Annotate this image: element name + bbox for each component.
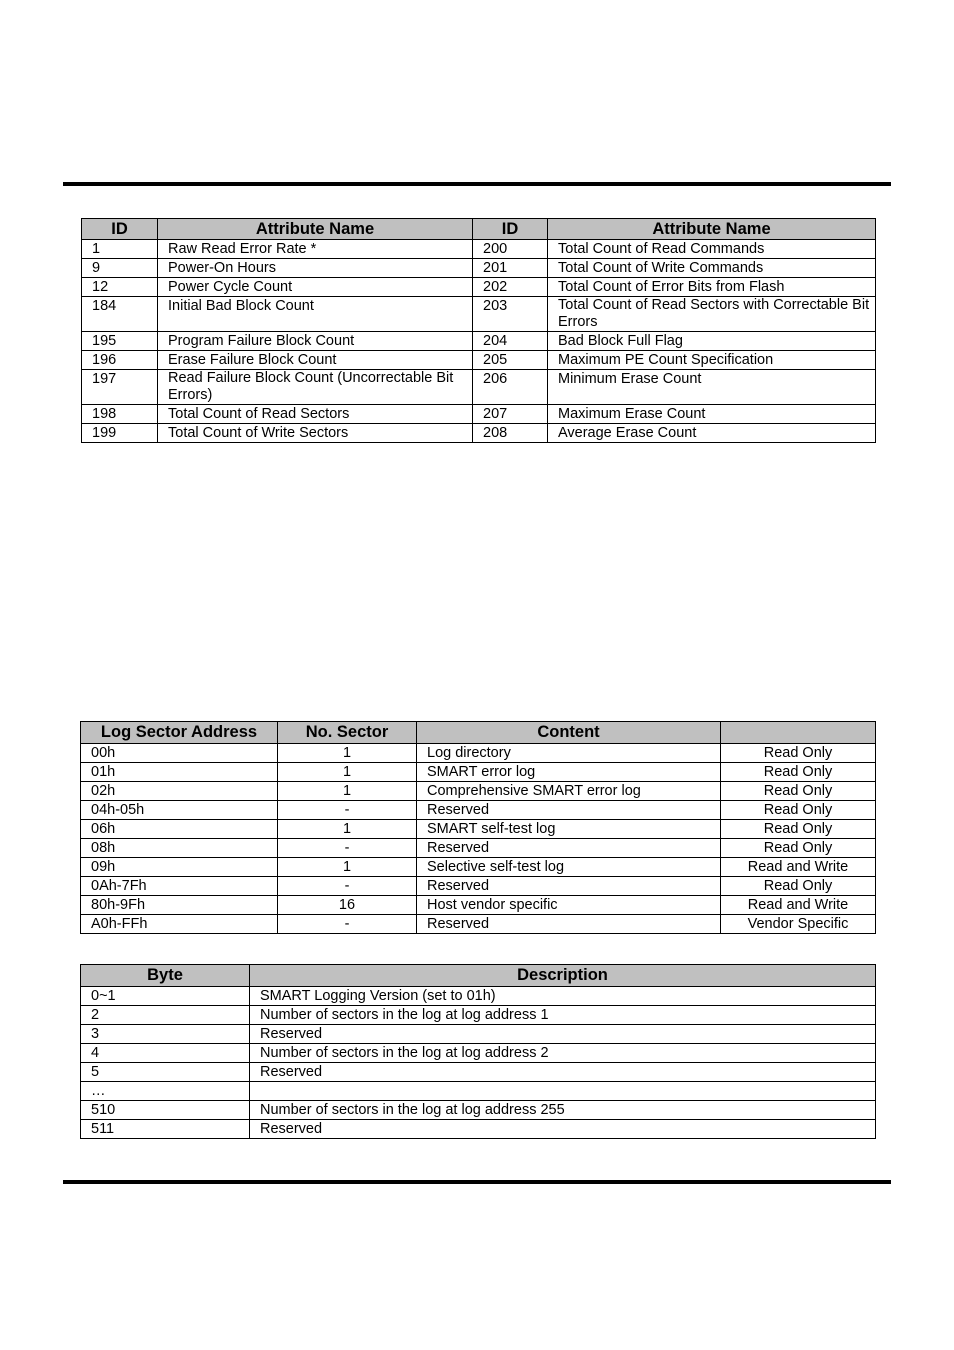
table-row bbox=[81, 877, 876, 896]
attribute-id: 203 bbox=[473, 297, 548, 332]
access-type: Read Only bbox=[721, 820, 876, 839]
attribute-id: 201 bbox=[473, 259, 548, 278]
sector-count: 1 bbox=[278, 763, 417, 782]
access-type: Read and Write bbox=[721, 896, 876, 915]
table-row bbox=[82, 351, 876, 370]
log-address: 09h bbox=[81, 858, 278, 877]
byte-description bbox=[250, 1082, 876, 1101]
byte-description: Reserved bbox=[250, 1063, 876, 1082]
log-address: 04h-05h bbox=[81, 801, 278, 820]
table-row bbox=[81, 858, 876, 877]
sector-count: 1 bbox=[278, 744, 417, 763]
attribute-id: 206 bbox=[473, 370, 548, 405]
table-row bbox=[82, 424, 876, 443]
access-type: Read and Write bbox=[721, 858, 876, 877]
log-address: 08h bbox=[81, 839, 278, 858]
log-content: Comprehensive SMART error log bbox=[417, 782, 721, 801]
column-header-attribute-name: Attribute Name bbox=[548, 219, 876, 240]
header-rule bbox=[63, 182, 891, 186]
table-row bbox=[81, 839, 876, 858]
attribute-name: Bad Block Full Flag bbox=[548, 332, 876, 351]
attribute-name: Total Count of Error Bits from Flash bbox=[548, 278, 876, 297]
attribute-name: Total Count of Write Sectors bbox=[158, 424, 473, 443]
attribute-name: Average Erase Count bbox=[548, 424, 876, 443]
access-type: Read Only bbox=[721, 877, 876, 896]
table-header-row bbox=[81, 722, 876, 744]
attribute-name: Total Count of Read Sectors with Correctable Bit Errors bbox=[548, 297, 876, 332]
attribute-id: 195 bbox=[82, 332, 158, 351]
column-header-content: Content bbox=[417, 722, 721, 744]
access-type: Read Only bbox=[721, 763, 876, 782]
column-header-log-sector-address: Log Sector Address bbox=[81, 722, 278, 744]
table-row bbox=[81, 896, 876, 915]
table-row bbox=[81, 763, 876, 782]
table-row bbox=[81, 915, 876, 934]
attribute-name: Minimum Erase Count bbox=[548, 370, 876, 405]
attribute-id: 204 bbox=[473, 332, 548, 351]
column-header-access bbox=[721, 722, 876, 744]
table-row bbox=[81, 1006, 876, 1025]
attribute-id: 197 bbox=[82, 370, 158, 405]
table-row bbox=[81, 1044, 876, 1063]
attribute-name: Raw Read Error Rate * bbox=[158, 240, 473, 259]
byte-offset: … bbox=[81, 1082, 250, 1101]
attribute-id: 208 bbox=[473, 424, 548, 443]
attribute-id: 205 bbox=[473, 351, 548, 370]
byte-offset: 3 bbox=[81, 1025, 250, 1044]
attribute-name: Initial Bad Block Count bbox=[158, 297, 473, 332]
table-row bbox=[81, 820, 876, 839]
table-row bbox=[81, 1082, 876, 1101]
attribute-name: Total Count of Read Commands bbox=[548, 240, 876, 259]
attribute-name: Total Count of Read Sectors bbox=[158, 405, 473, 424]
table-row bbox=[81, 1101, 876, 1120]
log-address: A0h-FFh bbox=[81, 915, 278, 934]
log-content: Reserved bbox=[417, 839, 721, 858]
table-row bbox=[81, 987, 876, 1006]
log-content: Reserved bbox=[417, 915, 721, 934]
byte-description: Reserved bbox=[250, 1025, 876, 1044]
attribute-id: 184 bbox=[82, 297, 158, 332]
attribute-name: Erase Failure Block Count bbox=[158, 351, 473, 370]
table-header-row bbox=[82, 219, 876, 240]
log-directory-byte-table bbox=[80, 964, 876, 1139]
access-type: Read Only bbox=[721, 782, 876, 801]
byte-description: Number of sectors in the log at log address 255 bbox=[250, 1101, 876, 1120]
table-row bbox=[82, 278, 876, 297]
table-row bbox=[81, 1063, 876, 1082]
column-header-no-sector: No. Sector bbox=[278, 722, 417, 744]
byte-offset: 510 bbox=[81, 1101, 250, 1120]
table-row bbox=[82, 332, 876, 351]
access-type: Read Only bbox=[721, 801, 876, 820]
attribute-name: Maximum Erase Count bbox=[548, 405, 876, 424]
sector-count: - bbox=[278, 801, 417, 820]
attribute-name: Total Count of Write Commands bbox=[548, 259, 876, 278]
log-content: Reserved bbox=[417, 877, 721, 896]
access-type: Vendor Specific bbox=[721, 915, 876, 934]
column-header-byte: Byte bbox=[81, 965, 250, 987]
byte-description: SMART Logging Version (set to 01h) bbox=[250, 987, 876, 1006]
sector-count: 1 bbox=[278, 858, 417, 877]
table-row bbox=[81, 1025, 876, 1044]
access-type: Read Only bbox=[721, 744, 876, 763]
column-header-attribute-name: Attribute Name bbox=[158, 219, 473, 240]
table-row bbox=[82, 405, 876, 424]
log-content: Log directory bbox=[417, 744, 721, 763]
column-header-id: ID bbox=[82, 219, 158, 240]
attribute-id: 200 bbox=[473, 240, 548, 259]
table-row bbox=[82, 259, 876, 278]
byte-offset: 511 bbox=[81, 1120, 250, 1139]
attribute-id: 199 bbox=[82, 424, 158, 443]
log-address: 0Ah-7Fh bbox=[81, 877, 278, 896]
log-content: Host vendor specific bbox=[417, 896, 721, 915]
table-row bbox=[81, 1120, 876, 1139]
smart-attributes-table bbox=[81, 218, 876, 443]
log-address: 01h bbox=[81, 763, 278, 782]
byte-description: Reserved bbox=[250, 1120, 876, 1139]
log-content: SMART error log bbox=[417, 763, 721, 782]
table-row bbox=[81, 801, 876, 820]
log-directory-table bbox=[80, 721, 876, 934]
column-header-id: ID bbox=[473, 219, 548, 240]
log-address: 02h bbox=[81, 782, 278, 801]
sector-count: 16 bbox=[278, 896, 417, 915]
sector-count: - bbox=[278, 915, 417, 934]
log-content: Reserved bbox=[417, 801, 721, 820]
attribute-id: 196 bbox=[82, 351, 158, 370]
byte-offset: 4 bbox=[81, 1044, 250, 1063]
footer-rule bbox=[63, 1180, 891, 1184]
attribute-id: 9 bbox=[82, 259, 158, 278]
attribute-id: 12 bbox=[82, 278, 158, 297]
byte-offset: 2 bbox=[81, 1006, 250, 1025]
byte-offset: 5 bbox=[81, 1063, 250, 1082]
byte-description: Number of sectors in the log at log address 2 bbox=[250, 1044, 876, 1063]
attribute-name: Power-On Hours bbox=[158, 259, 473, 278]
access-type: Read Only bbox=[721, 839, 876, 858]
log-content: Selective self-test log bbox=[417, 858, 721, 877]
attribute-name: Maximum PE Count Specification bbox=[548, 351, 876, 370]
table-row bbox=[82, 370, 876, 405]
byte-offset: 0~1 bbox=[81, 987, 250, 1006]
attribute-id: 202 bbox=[473, 278, 548, 297]
attribute-id: 207 bbox=[473, 405, 548, 424]
attribute-name: Program Failure Block Count bbox=[158, 332, 473, 351]
sector-count: - bbox=[278, 877, 417, 896]
attribute-id: 198 bbox=[82, 405, 158, 424]
attribute-id: 1 bbox=[82, 240, 158, 259]
log-address: 06h bbox=[81, 820, 278, 839]
attribute-name: Read Failure Block Count (Uncorrectable Bit Errors) bbox=[158, 370, 473, 405]
sector-count: - bbox=[278, 839, 417, 858]
table-header-row bbox=[81, 965, 876, 987]
attribute-name: Power Cycle Count bbox=[158, 278, 473, 297]
log-address: 00h bbox=[81, 744, 278, 763]
sector-count: 1 bbox=[278, 782, 417, 801]
log-address: 80h-9Fh bbox=[81, 896, 278, 915]
column-header-description: Description bbox=[250, 965, 876, 987]
byte-description: Number of sectors in the log at log address 1 bbox=[250, 1006, 876, 1025]
table-row bbox=[81, 744, 876, 763]
sector-count: 1 bbox=[278, 820, 417, 839]
log-content: SMART self-test log bbox=[417, 820, 721, 839]
table-row bbox=[82, 297, 876, 332]
table-row bbox=[81, 782, 876, 801]
table-row bbox=[82, 240, 876, 259]
